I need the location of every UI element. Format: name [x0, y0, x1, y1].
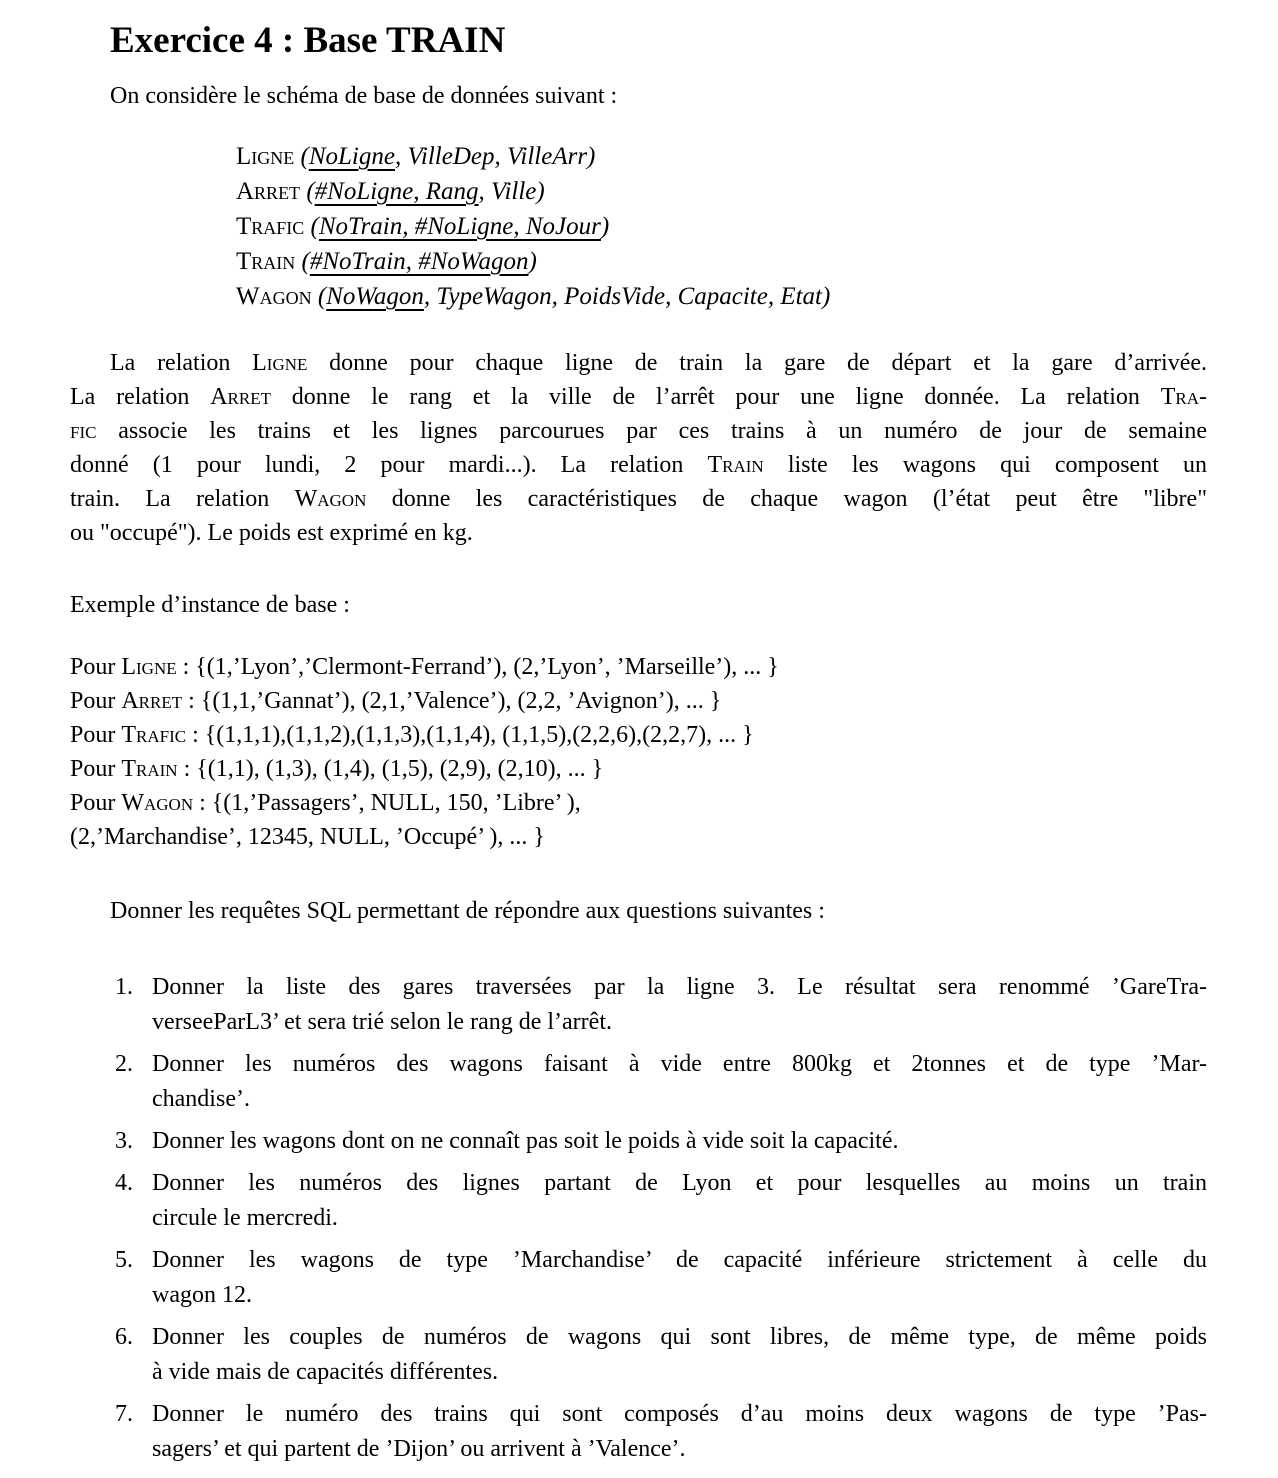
text-segment: (2,’Marchandise’, 12345, NULL, ’Occupé’ ), ... } [70, 823, 545, 850]
text-segment: donne pour chaque ligne de train la gare de départ et la gare d’arrivée. [307, 349, 1207, 376]
text-segment: Pour [70, 755, 122, 782]
relation-name: Train [121, 755, 178, 782]
text-segment: Pour [70, 653, 122, 680]
question-line: Donner les wagons de type ’Marchandise’ de capacité inférieure strictement à celle du [152, 1246, 1207, 1273]
relation-name: Wagon [236, 282, 312, 310]
schema-line [236, 244, 1207, 279]
schema-line [236, 209, 1207, 244]
description-line [70, 448, 1207, 482]
text-segment: ( [300, 142, 309, 170]
question-line: Donner les numéros des lignes partant de Lyon et pour lesquelles au moins un train [152, 1169, 1207, 1196]
description-line [70, 516, 1207, 550]
instance-line [70, 752, 1207, 786]
text-segment: liste les wagons qui composent un [763, 451, 1207, 478]
text-segment: , TypeWagon, PoidsVide, Capacite, Etat) [423, 282, 831, 310]
relation-name: Ligne [252, 349, 308, 376]
question-text [152, 1243, 1207, 1313]
question-line: à vide mais de capacités différentes. [152, 1358, 499, 1385]
description-line [70, 414, 1207, 448]
text-segment: ou "occupé"). Le poids est exprimé en kg. [70, 519, 473, 546]
relation-name: Trafic [236, 212, 305, 240]
description-line [70, 380, 1207, 414]
text-segment: , VilleDep, VilleArr) [394, 142, 596, 170]
exercise-title: Exercice 4 : Base TRAIN [110, 20, 506, 61]
question-line: verseeParL3’ et sera trié selon le rang de l’arrêt. [152, 1008, 612, 1035]
text-segment: ( [310, 212, 319, 240]
relation-name: Ligne [236, 142, 295, 170]
text-segment: : {(1,’Lyon’,’Clermont-Ferrand’), (2,’Lyon’, ’Marseille’), ... } [176, 653, 779, 680]
text-segment: ( [317, 282, 327, 310]
description-paragraph [70, 346, 1207, 550]
instance-line [70, 820, 1207, 854]
question-line: wagon 12. [152, 1281, 252, 1308]
questions-list [70, 970, 1207, 1467]
text-segment: donne le rang et la ville de l’arrêt pour une ligne donnée. La relation [271, 383, 1161, 410]
question-item [115, 1124, 1207, 1159]
question-item [115, 1166, 1207, 1236]
relation-name: Wagon [121, 789, 194, 816]
text-segment: ( [301, 247, 310, 275]
intro-sentence: On considère le schéma de base de données suivant : [110, 82, 618, 109]
schema-block [236, 139, 1207, 314]
instance-line [70, 650, 1207, 684]
relation-name: Train [236, 247, 296, 275]
text-segment: Pour [70, 789, 122, 816]
instance-line [70, 718, 1207, 752]
schema-line [236, 139, 1207, 174]
text-segment: ) [528, 247, 537, 275]
description-line [70, 482, 1207, 516]
question-line: Donner les numéros des wagons faisant à vide entre 800kg et 2tonnes et de type ’Mar- [152, 1050, 1207, 1077]
key-attribute: NoWagon [326, 282, 424, 310]
question-number: 2. [115, 1050, 133, 1077]
text-segment: : {(1,1,1),(1,1,2),(1,1,3),(1,1,4), (1,1,5),(2,2,6),(2,2,7), ... } [186, 721, 754, 748]
question-number: 4. [115, 1169, 133, 1196]
text-segment: : {(1,’Passagers’, NULL, 150, ’Libre’ ), [193, 789, 581, 816]
relation-name: Arret [236, 177, 301, 205]
question-text [152, 1397, 1207, 1467]
text-segment: Pour [70, 687, 122, 714]
example-heading: Exemple d’instance de base : [70, 591, 350, 618]
question-number: 3. [115, 1127, 133, 1154]
relation-name: Tra- [1160, 383, 1207, 410]
text-segment: ) [600, 212, 610, 240]
question-item [115, 1397, 1207, 1467]
relation-name: Train [707, 451, 764, 478]
description-line [70, 346, 1207, 380]
text-segment: donné (1 pour lundi, 2 pour mardi...). La relation [70, 451, 708, 478]
relation-name: Arret [210, 383, 271, 410]
instance-line [70, 684, 1207, 718]
schema-line [236, 279, 1207, 314]
question-text [152, 970, 1207, 1040]
key-attribute: #NoLigne, Rang [314, 177, 479, 205]
key-attribute: NoTrain, #NoLigne, NoJour [318, 212, 601, 240]
text-segment: Pour [70, 721, 122, 748]
relation-name: Ligne [121, 653, 177, 680]
question-item [115, 970, 1207, 1040]
relation-name: Arret [121, 687, 183, 714]
text-segment: : {(1,1,’Gannat’), (2,1,’Valence’), (2,2, ’Avignon’), ... } [182, 687, 722, 714]
instance-line [70, 786, 1207, 820]
key-attribute: NoLigne [308, 142, 395, 170]
question-text [152, 1047, 1207, 1117]
relation-name: Trafic [121, 721, 187, 748]
question-text [152, 1320, 1207, 1390]
text-segment: train. La relation [70, 485, 295, 512]
question-line: Donner la liste des gares traversées par la ligne 3. Le résultat sera renommé ’GareTra- [152, 973, 1207, 1000]
text-segment: La relation [110, 349, 253, 376]
question-line: circule le mercredi. [152, 1204, 338, 1231]
question-item [115, 1047, 1207, 1117]
key-attribute: #NoTrain, #NoWagon [309, 247, 529, 275]
questions-intro: Donner les requêtes SQL permettant de répondre aux questions suivantes : [110, 897, 825, 924]
question-line: sagers’ et qui partent de ’Dijon’ ou arrivent à ’Valence’. [152, 1435, 686, 1462]
question-line: chandise’. [152, 1085, 250, 1112]
question-text [152, 1124, 1207, 1159]
relation-name: fic [70, 417, 97, 444]
text-segment: : {(1,1), (1,3), (1,4), (1,5), (2,9), (2,10), ... } [177, 755, 604, 782]
relation-name: Wagon [294, 485, 367, 512]
question-number: 5. [115, 1246, 133, 1273]
text-segment: , Ville) [478, 177, 545, 205]
text-segment: ( [306, 177, 315, 205]
question-line: Donner les couples de numéros de wagons qui sont libres, de même type, de même poids [152, 1323, 1207, 1350]
schema-line [236, 174, 1207, 209]
question-number: 7. [115, 1400, 133, 1427]
text-segment: La relation [70, 383, 211, 410]
question-number: 6. [115, 1323, 133, 1350]
question-line: Donner les wagons dont on ne connaît pas soit le poids à vide soit la capacité. [152, 1127, 899, 1154]
instance-list [70, 650, 1207, 854]
text-segment: donne les caractéristiques de chaque wagon (l’état peut être "libre" [366, 485, 1207, 512]
question-number: 1. [115, 973, 133, 1000]
text-segment: associe les trains et les lignes parcourues par ces trains à un numéro de jour de semaine [96, 417, 1207, 444]
question-text [152, 1166, 1207, 1236]
question-item [115, 1320, 1207, 1390]
question-item [115, 1243, 1207, 1313]
question-line: Donner le numéro des trains qui sont composés d’au moins deux wagons de type ’Pas- [152, 1400, 1207, 1427]
